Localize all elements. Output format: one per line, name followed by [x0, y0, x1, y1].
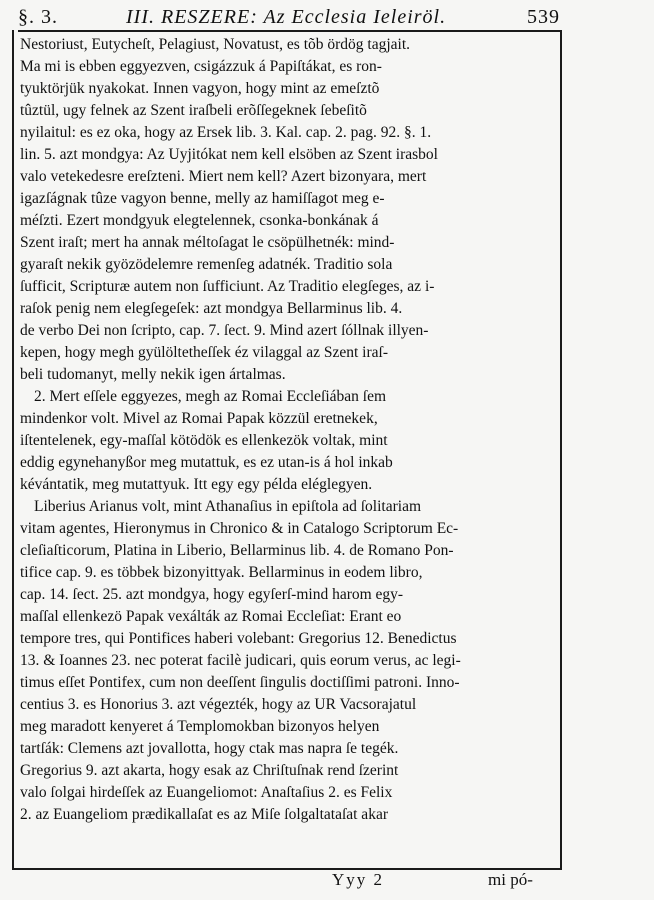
text-line: iſtentelenek, egy-maſſal kötödök es ellenkezök voltak, mint — [20, 432, 388, 449]
text-line: valo ſolgai hirdeſſek az Euangeliomot: Anaſtaſius 2. es Felix — [20, 784, 393, 801]
text-line: Nestoriust, Eutycheſt, Pelagiust, Novatust, es tõb ördög tagjait. — [20, 36, 411, 53]
text-line: tyuktörjük nyakokat. Innen vagyon, hogy mint az emeſztõ — [20, 80, 380, 97]
text-line: de verbo Dei non ſcripto, cap. 7. ſect. 9. Mind azert ſóllnak illyen- — [20, 322, 429, 339]
text-line: Ma mi is ebben eggyezven, csigázzuk á Papiſtákat, es ron- — [20, 58, 382, 75]
text-line: méſzti. Ezert mondgyuk elegtelennek, csonka-bonkának á — [20, 212, 379, 229]
running-title: III. RESZERE: Az Ecclesia Ieleiröl. — [126, 6, 447, 28]
signature-mark: Yyy 2 — [332, 870, 385, 889]
text-line: timus eſſet Pontifex, cum non deeſſent ſingulis doctiſſimi patroni. Inno- — [20, 674, 460, 691]
text-line: kévántatik, meg mutattyuk. Itt egy egy példa eléglegyen. — [20, 476, 373, 493]
text-line: 13. & Ioannes 23. nec poterat facilè judicari, quis eorum verus, ac legi- — [20, 652, 461, 669]
catchword: mi pó- — [488, 870, 533, 889]
text-line: beli tudomanyt, melly nekik igen ártalmas. — [20, 366, 286, 383]
text-line: vitam agentes, Hieronymus in Chronico & in Catalogo Scriptorum Ec- — [20, 520, 459, 537]
text-line: 2. Mert eſſele eggyezes, megh az Romai Eccleſiában ſem — [34, 388, 387, 405]
text-line: valo vetekedesre ereſzteni. Miert nem kell? Azert bizonyara, mert — [20, 168, 427, 185]
text-line: tartſák: Clemens azt jovallotta, hogy ctak mas napra ſe tegék. — [20, 740, 399, 757]
text-line: centius 3. es Honorius 3. azt végezték, hogy az UR Vacsorajatul — [20, 696, 417, 713]
text-line: gyaraſt nekik gyözödelemre remenſeg adatnék. Traditio sola — [20, 256, 393, 273]
page-footer — [20, 870, 560, 894]
page-number: 539 — [527, 6, 560, 28]
text-line: kepen, hogy megh gyülöltetheſſek éz vilaggal az Szent iraſ- — [20, 344, 388, 361]
text-line: ſufficit, Scripturæ autem non ſufficiunt. Az Traditio elegſeges, az i- — [20, 278, 435, 295]
text-line: 2. az Euangeliom prædikallaſat es az Miſe ſolgaltataſat akar — [20, 806, 388, 823]
text-line: lin. 5. azt mondgya: Az Uyjitókat nem kell elsöben az Szent irasbol — [20, 146, 438, 163]
section-number: §. 3. — [18, 6, 58, 28]
text-line: cap. 14. ſect. 25. azt mondgya, hogy egyſerſ-mind harom egy- — [20, 586, 404, 603]
body-text — [20, 34, 556, 826]
text-line: Liberius Arianus volt, mint Athanaſius in epiſtola ad ſolitariam — [34, 498, 422, 515]
text-line: Gregorius 9. azt akarta, hogy esak az Chriſtuſnak rend ſzerint — [20, 762, 399, 779]
text-line: tempore tres, qui Pontifices haberi volebant: Gregorius 12. Benedictus — [20, 630, 457, 647]
text-line: Szent iraſt; mert ha annak méltoſagat le csöpülhetnék: mind- — [20, 234, 395, 251]
text-line: cleſiaſticorum, Platina in Liberio, Bellarminus lib. 4. de Romano Pon- — [20, 542, 454, 559]
text-line: nyilaitul: es ez oka, hogy az Ersek lib. 3. Kal. cap. 2. pag. 92. §. 1. — [20, 124, 432, 141]
text-line: tûztül, ugy felnek az Szent iraſbeli erõſſegeknek ſebeſitõ — [20, 102, 367, 119]
running-header — [18, 6, 562, 32]
text-line: meg maradott kenyeret á Templomokban bizonyos helyen — [20, 718, 380, 735]
text-line: igazſágnak tûze vagyon benne, melly az hamiſſagot meg e- — [20, 190, 385, 207]
text-line: eddig egynehanyßor meg mutattuk, es ez utan-is á hol inkab — [20, 454, 393, 471]
text-line: raſok penig nem elegſegeſek: azt mondgya Bellarminus lib. 4. — [20, 300, 403, 317]
text-line: maſſal ellenkezö Papak vexálták az Romai Eccleſiat: Erant eo — [20, 608, 402, 625]
text-line: tifice cap. 9. es többek bizonyittyak. Bellarminus in eodem libro, — [20, 564, 423, 581]
text-line: mindenkor volt. Mivel az Romai Papak közzül eretnekek, — [20, 410, 378, 427]
